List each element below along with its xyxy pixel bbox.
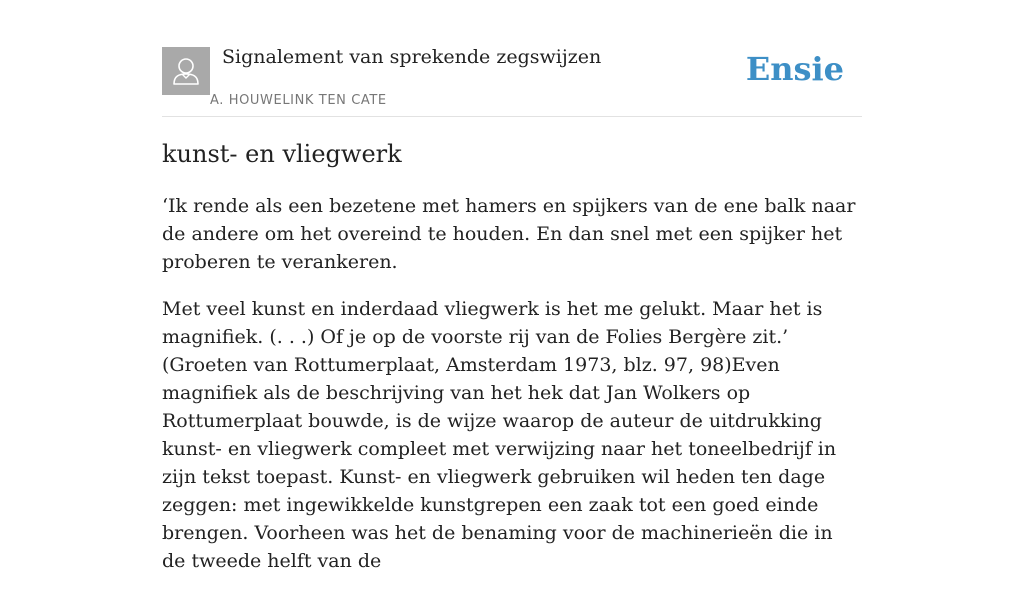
header [162,0,862,117]
book-title[interactable]: Signalement van sprekende zegswijzen [222,46,602,68]
ensie-logo[interactable]: Ensie [745,50,844,88]
entry-body [162,192,862,594]
user-avatar-icon[interactable] [162,47,210,95]
entry-title: kunst- en vliegwerk [162,140,402,168]
entry-paragraph: Met veel kunst en inderdaad vliegwerk is het me gelukt. Maar het is magnifiek. (. . .) Of je op de voorste rij van de Folies Bergère zit.’ (Groeten van Rottumerplaat, Amsterdam 1973, blz. 97, 98)Even magnifiek als de beschrijving van het hek dat Jan Wolkers op Rottumerplaat bouwde, is de wijze waarop de auteur de uitdrukking kunst- en vliegwerk compleet met verwijzing naar het toneelbedrijf in zijn tekst toepast. Kunst- en vliegwerk gebruiken wil heden ten dage zeggen: met ingewikkelde kunstgrepen een zaak tot een goed einde brengen. Voorheen was het de benaming voor de machinerieën die in de tweede helft van de [162,298,837,572]
entry-paragraph: ‘Ik rende als een bezetene met hamers en spijkers van de ene balk naar de andere om het overeind te houden. En dan snel met een spijker het proberen te verankeren. [162,195,856,273]
page [162,0,862,572]
author-name[interactable]: A. HOUWELINK TEN CATE [210,93,387,108]
